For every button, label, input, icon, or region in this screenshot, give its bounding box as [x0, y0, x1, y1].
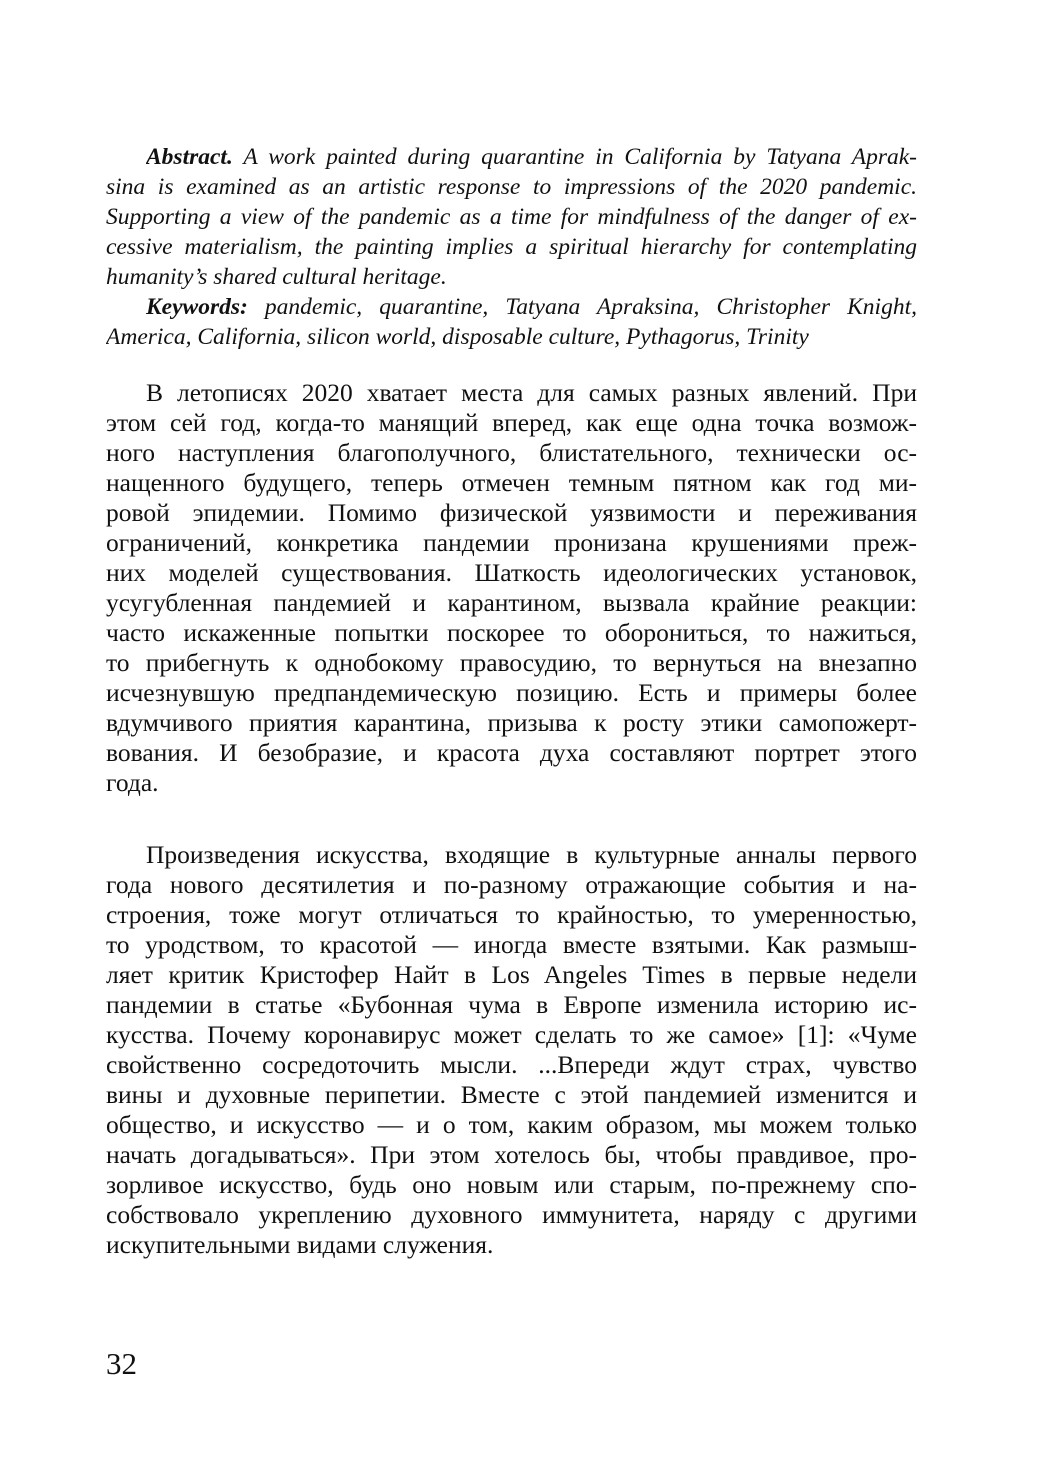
text-line: ровой эпидемии. Помимо физической уязвимости и переживания: [106, 498, 917, 527]
text-line: общество, и искусство — и о том, каким образом, мы можем только: [106, 1110, 917, 1139]
text-line: то прибегнуть к однобокому правосудию, то вернуться на внезапно: [106, 648, 917, 677]
text-line: исчезнувшую предпандемическую позицию. Есть и примеры более: [106, 678, 917, 707]
keywords-line: America, California, silicon world, disposable culture, Pythagorus, Trinity: [106, 324, 809, 350]
text-line: них моделей существования. Шаткость идеологических установок,: [106, 558, 917, 587]
page-number: 32: [106, 1346, 137, 1381]
text-line: пандемии в статье «Бубонная чума в Европе изменила историю ис-: [106, 990, 917, 1019]
text-line: ного наступления благополучного, блистательного, технически ос-: [106, 438, 917, 467]
text-line: вдумчивого приятия карантина, призыва к росту этики самопожерт-: [106, 708, 917, 737]
keywords-label: Keywords:: [146, 294, 248, 320]
text-line: Произведения искусства, входящие в культурные анналы первого: [146, 840, 917, 869]
text-line: этом сей год, когда-то манящий вперед, как еще одна точка возмож-: [106, 408, 917, 437]
text-line: усугубленная пандемией и карантином, вызвала крайние реакции:: [106, 588, 917, 617]
abstract-line: cessive materialism, the painting implies a spiritual hierarchy for contemplating: [106, 234, 917, 260]
abstract-line: Abstract. A work painted during quarantine in California by Tatyana Aprak-: [146, 144, 917, 170]
abstract-line: humanity’s shared cultural heritage.: [106, 264, 447, 290]
text-line: вования. И безобразие, и красота духа составляют портрет этого: [106, 738, 917, 767]
keywords-line: Keywords: pandemic, quarantine, Tatyana Apraksina, Christopher Knight,: [146, 294, 917, 320]
text-line: искупительными видами служения.: [106, 1230, 494, 1259]
abstract-line: Supporting a view of the pandemic as a time for mindfulness of the danger of ex-: [106, 204, 917, 230]
text-line: вины и духовные перипетии. Вместе с этой пандемией изменится и: [106, 1080, 917, 1109]
abstract-label: Abstract.: [146, 144, 233, 170]
text-line: В летописях 2020 хватает места для самых разных явлений. При: [146, 378, 917, 407]
text-line: года нового десятилетия и по-разному отражающие события и на-: [106, 870, 917, 899]
abstract-line: sina is examined as an artistic response to impressions of the 2020 pandemic.: [106, 174, 917, 200]
text-line: ляет критик Кристофер Найт в Los Angeles Times в первые недели: [106, 960, 917, 989]
text-line: зорливое искусство, будь оно новым или старым, по-прежнему спо-: [106, 1170, 917, 1199]
text-line: строения, тоже могут отличаться то крайностью, то умеренностью,: [106, 900, 917, 929]
text-line: собствовало укреплению духовного иммунитета, наряду с другими: [106, 1200, 917, 1229]
text-line: начать догадываться». При этом хотелось бы, чтобы правдивое, про-: [106, 1140, 917, 1169]
text-line: то уродством, то красотой — иногда вместе взятыми. Как размыш-: [106, 930, 917, 959]
text-line: года.: [106, 768, 159, 797]
text-line: ограничений, конкретика пандемии пронизана крушениями преж-: [106, 528, 917, 557]
text-line: кусства. Почему коронавирус может сделать то же самое» [1]: «Чуме: [106, 1020, 917, 1049]
text-line: часто искаженные попытки поскорее то оборониться, то нажиться,: [106, 618, 917, 647]
text-line: свойственно сосредоточить мысли. ...Впереди ждут страх, чувство: [106, 1050, 917, 1079]
text-line: нащенного будущего, теперь отмечен темным пятном как год ми-: [106, 468, 917, 497]
